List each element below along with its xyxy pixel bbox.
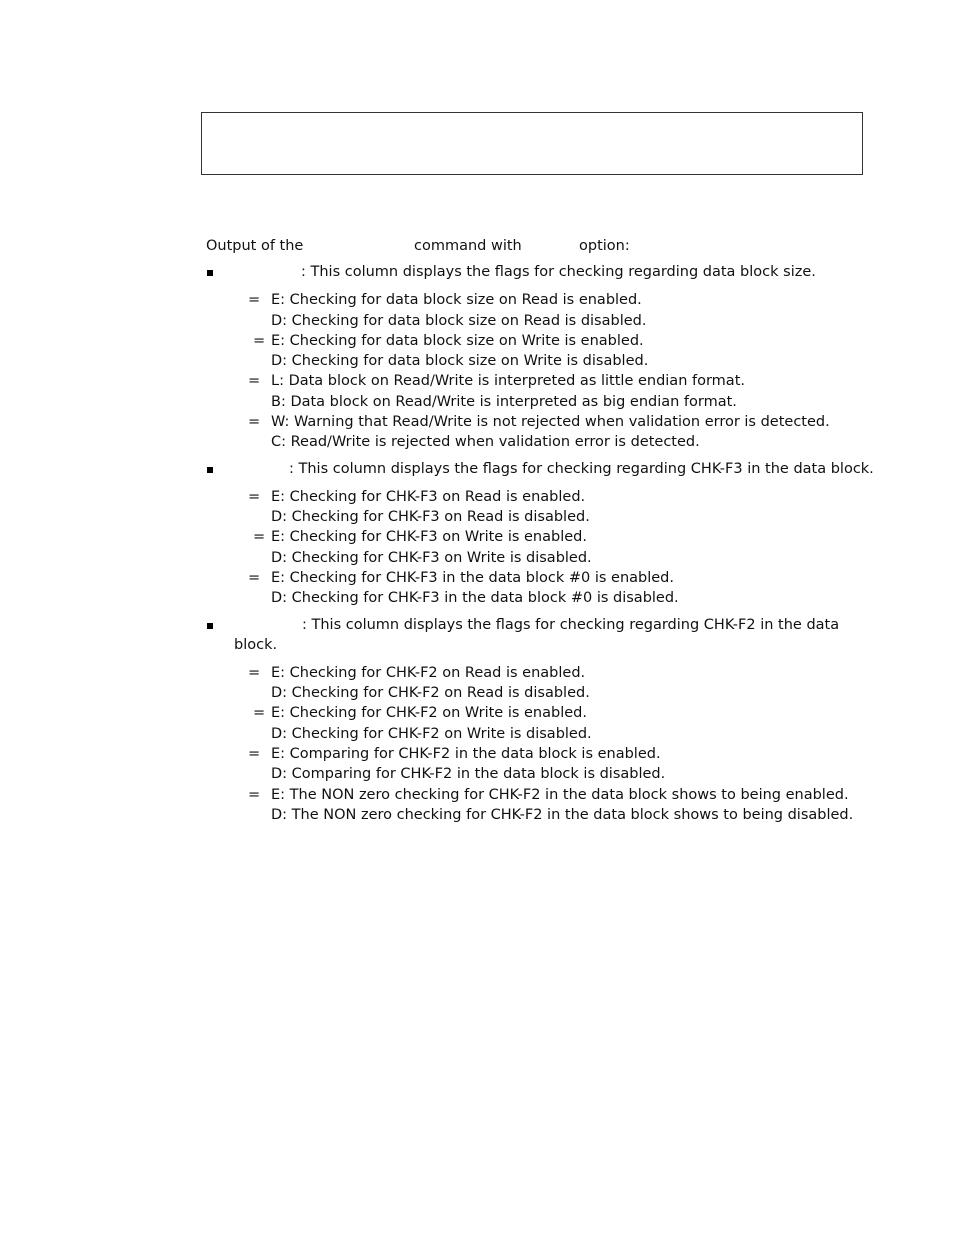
- section-1-heading: : This column displays the flags for checking regarding data block size.: [301, 264, 816, 280]
- intro-text-2: command with: [414, 238, 522, 254]
- flag-line: W: Warning that Read/Write is not rejected when validation error is detected.: [271, 414, 830, 430]
- flag-line: E: Checking for CHK-F3 on Write is enabled.: [271, 529, 587, 545]
- flag-line: D: Checking for CHK-F2 on Read is disabled.: [271, 685, 590, 701]
- eq-sign: =: [248, 787, 261, 803]
- flag-line: E: Checking for CHK-F2 on Write is enabled.: [271, 705, 587, 721]
- bullet-icon: [207, 270, 213, 276]
- flag-line: D: Checking for CHK-F3 on Read is disabled.: [271, 509, 590, 525]
- flag-line: C: Read/Write is rejected when validation error is detected.: [271, 434, 700, 450]
- flag-line: D: The NON zero checking for CHK-F2 in the data block shows to being disabled.: [271, 807, 854, 823]
- flag-line: D: Checking for CHK-F2 on Write is disabled.: [271, 726, 592, 742]
- section-3-heading: : This column displays the flags for checking regarding CHK-F2 in the data: [302, 617, 840, 633]
- bullet-icon: [207, 623, 213, 629]
- eq-sign: =: [253, 529, 266, 545]
- bullet-icon: [207, 467, 213, 473]
- eq-sign: =: [248, 414, 261, 430]
- intro-text-3: option:: [579, 238, 630, 254]
- flag-line: E: The NON zero checking for CHK-F2 in the data block shows to being enabled.: [271, 787, 849, 803]
- eq-sign: =: [248, 373, 261, 389]
- eq-sign: =: [248, 746, 261, 762]
- eq-sign: =: [248, 292, 261, 308]
- eq-sign: =: [253, 705, 266, 721]
- flag-line: E: Checking for CHK-F3 on Read is enabled.: [271, 489, 586, 505]
- flag-line: D: Checking for data block size on Read is disabled.: [271, 313, 647, 329]
- command-box: [201, 112, 863, 175]
- flag-line: E: Checking for data block size on Write is enabled.: [271, 333, 644, 349]
- flag-line: E: Checking for CHK-F3 in the data block #0 is enabled.: [271, 570, 674, 586]
- flag-line: D: Checking for data block size on Write is disabled.: [271, 353, 649, 369]
- section-3-heading-cont: block.: [234, 637, 278, 653]
- eq-sign: =: [248, 489, 261, 505]
- flag-line: E: Comparing for CHK-F2 in the data block is enabled.: [271, 746, 661, 762]
- flag-line: D: Checking for CHK-F3 in the data block #0 is disabled.: [271, 590, 679, 606]
- section-2-heading: : This column displays the flags for checking regarding CHK-F3 in the data block.: [289, 461, 874, 477]
- eq-sign: =: [248, 570, 261, 586]
- flag-line: L: Data block on Read/Write is interpreted as little endian format.: [271, 373, 745, 389]
- eq-sign: =: [248, 665, 261, 681]
- flag-line: B: Data block on Read/Write is interpreted as big endian format.: [271, 394, 737, 410]
- eq-sign: =: [253, 333, 266, 349]
- flag-line: D: Checking for CHK-F3 on Write is disabled.: [271, 550, 592, 566]
- intro-text-1: Output of the: [206, 238, 304, 254]
- flag-line: E: Checking for data block size on Read is enabled.: [271, 292, 642, 308]
- flag-line: E: Checking for CHK-F2 on Read is enabled.: [271, 665, 586, 681]
- flag-line: D: Comparing for CHK-F2 in the data block is disabled.: [271, 766, 666, 782]
